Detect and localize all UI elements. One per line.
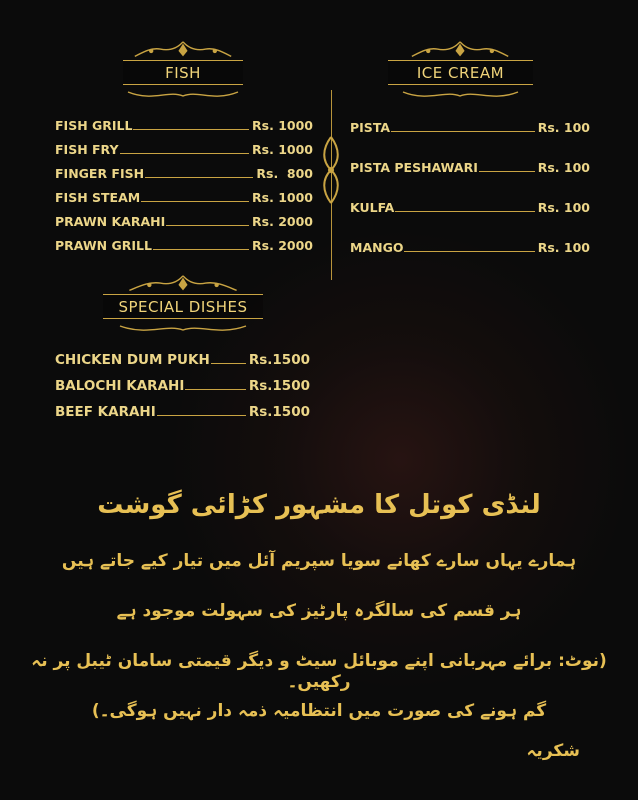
menu-item — [55, 166, 313, 190]
item-name: FISH FRY — [55, 142, 119, 157]
divider-ornament-icon — [320, 135, 342, 205]
urdu-headline: لنڈی کوتل کا مشہور کڑائی گوشت — [97, 490, 541, 520]
menu-item — [55, 238, 313, 262]
item-name: BALOCHI KARAHI — [55, 378, 185, 394]
item-name: FINGER FISH — [55, 166, 145, 181]
item-price: Rs.1500 — [248, 378, 310, 394]
fish-header — [108, 40, 258, 105]
menu-item — [350, 160, 590, 200]
item-name: KULFA — [350, 200, 395, 215]
leader-line — [391, 131, 535, 132]
leader-line — [395, 211, 534, 212]
item-price: Rs. 800 — [256, 166, 313, 181]
menu-item — [350, 200, 590, 240]
ice-cream-title: ICE CREAM — [388, 60, 533, 85]
flourish-ornament-icon — [108, 85, 258, 105]
menu-item — [55, 378, 310, 404]
item-name: FISH GRILL — [55, 118, 133, 133]
urdu-line-oil: ہمارے یہاں سارے کھانے سویا سپریم آئل میں تیار کیے جاتے ہیں — [61, 551, 577, 571]
item-name: MANGO — [350, 240, 404, 255]
leader-line — [120, 153, 249, 154]
leader-line — [166, 225, 249, 226]
item-price: Rs.1500 — [248, 404, 310, 420]
menu-item — [55, 404, 310, 430]
item-name: BEEF KARAHI — [55, 404, 156, 420]
fish-list — [55, 118, 313, 262]
urdu-line-note: (نوٹ: برائے مہربانی اپنے موبائل سیٹ و دیگر قیمتی سامان ٹیبل پر نہ رکھیں۔ — [31, 651, 607, 692]
item-price: Rs. 100 — [537, 200, 590, 215]
item-name: CHICKEN DUM PUKH — [55, 352, 210, 368]
item-price: Rs. 1000 — [252, 118, 313, 133]
special-dishes-header — [98, 274, 268, 339]
item-price: Rs. 100 — [537, 240, 590, 255]
menu-item — [55, 190, 313, 214]
menu-item — [55, 352, 310, 378]
urdu-line-responsibility: گم ہونے کی صورت میں انتظامیہ ذمہ دار نہیں ہوگی۔) — [91, 701, 547, 721]
item-price: Rs. 1000 — [252, 190, 313, 205]
leader-line — [479, 171, 535, 172]
item-name: PISTA PESHAWARI — [350, 160, 478, 175]
special-dishes-list — [55, 352, 310, 430]
item-price: Rs. 2000 — [252, 214, 313, 229]
urdu-line-parties: ہر قسم کی سالگرہ پارٹیز کی سہولت موجود ہے — [116, 601, 522, 621]
flourish-ornament-icon — [98, 274, 268, 294]
item-price: Rs. 100 — [537, 160, 590, 175]
menu-item — [350, 240, 590, 280]
leader-line — [211, 363, 246, 364]
item-name: PRAWN KARAHI — [55, 214, 166, 229]
leader-line — [157, 415, 246, 416]
leader-line — [153, 249, 249, 250]
fish-title: FISH — [123, 60, 243, 85]
menu-item — [55, 118, 313, 142]
urdu-line-thanks: شکریہ — [526, 741, 580, 761]
menu-item — [350, 120, 590, 160]
flourish-ornament-icon — [383, 85, 538, 105]
leader-line — [145, 177, 253, 178]
leader-line — [185, 389, 246, 390]
flourish-ornament-icon — [108, 40, 258, 60]
menu-item — [55, 214, 313, 238]
item-price: Rs. 1000 — [252, 142, 313, 157]
leader-line — [141, 201, 249, 202]
item-name: PISTA — [350, 120, 391, 135]
special-dishes-title: SPECIAL DISHES — [103, 294, 263, 319]
item-price: Rs.1500 — [248, 352, 310, 368]
item-name: PRAWN GRILL — [55, 238, 152, 253]
leader-line — [133, 129, 249, 130]
flourish-ornament-icon — [98, 319, 268, 339]
item-price: Rs. 2000 — [252, 238, 313, 253]
menu-item — [55, 142, 313, 166]
leader-line — [404, 251, 534, 252]
item-price: Rs. 100 — [537, 120, 590, 135]
flourish-ornament-icon — [383, 40, 538, 60]
ice-cream-list — [350, 120, 590, 280]
ice-cream-header — [383, 40, 538, 105]
item-name: FISH STEAM — [55, 190, 141, 205]
